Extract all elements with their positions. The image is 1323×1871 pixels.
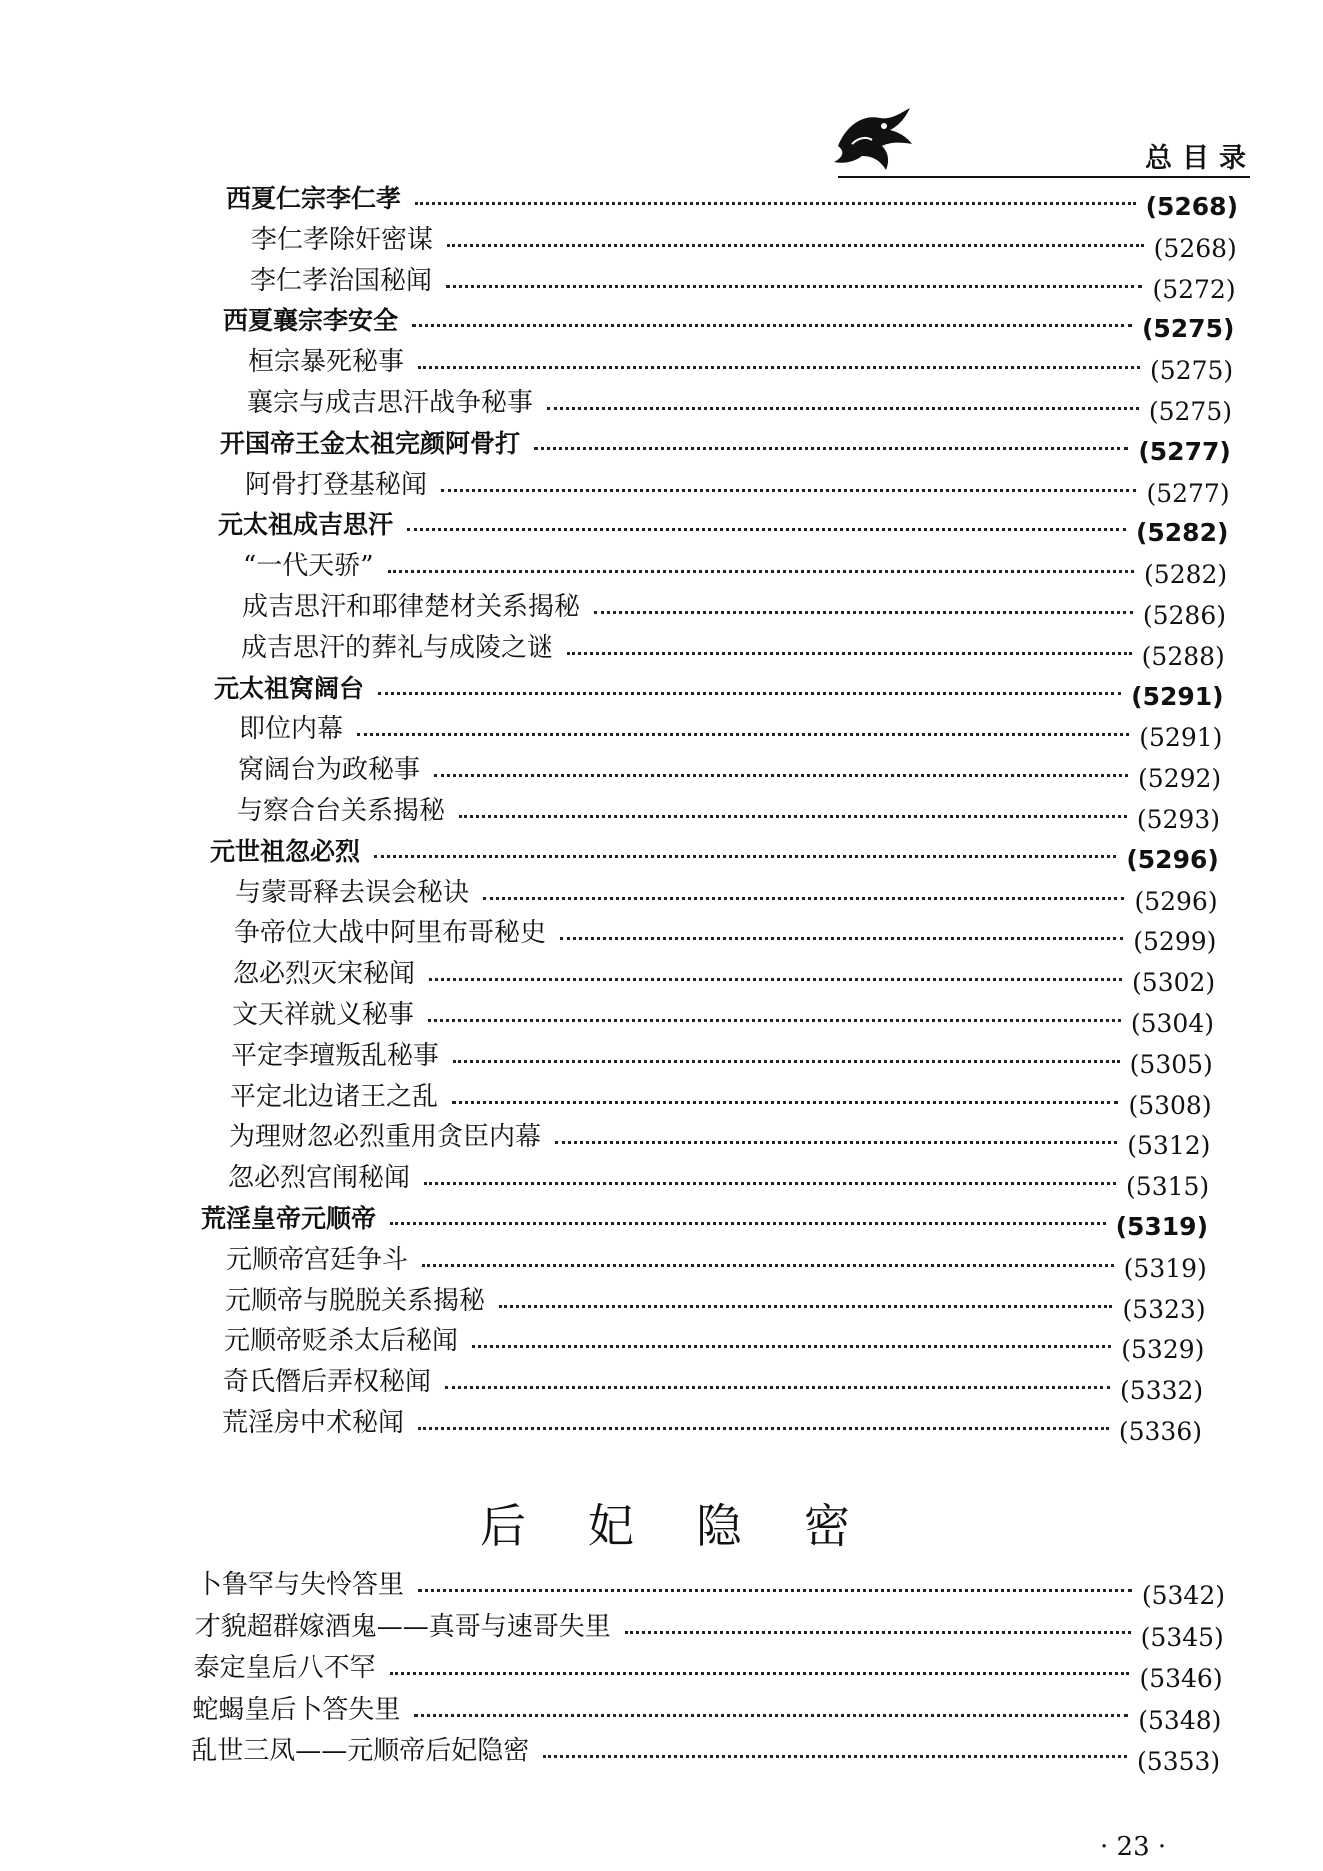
toc-entry[interactable]: [238, 755, 1222, 794]
section-title: 后妃隐密: [480, 1499, 912, 1553]
toc-entry[interactable]: [201, 1204, 1208, 1241]
entry-title: 李仁孝治国秘闻: [250, 265, 433, 296]
entry-title: 奇氏僭后弄权秘闻: [223, 1367, 432, 1398]
running-head: 总目录: [1145, 143, 1256, 174]
entry-page: (5277): [1138, 436, 1231, 466]
dot-leader: [424, 1182, 1116, 1185]
entry-title: 为理财忽必烈重用贪臣内幕: [229, 1122, 542, 1153]
toc-entry[interactable]: [247, 388, 1232, 426]
entry-page: (5302): [1132, 968, 1216, 998]
entry-page: (5329): [1121, 1335, 1205, 1365]
dot-leader: [453, 1060, 1120, 1063]
entry-page: (5268): [1145, 192, 1238, 221]
dot-leader: [418, 1427, 1109, 1430]
toc-entry[interactable]: [251, 224, 1237, 263]
entry-title: 忽必烈宫闱秘闻: [228, 1163, 411, 1194]
entry-page: (5286): [1142, 601, 1226, 630]
dot-leader: [412, 324, 1132, 327]
entry-title: 与察合台关系揭秘: [237, 796, 446, 826]
toc-entry[interactable]: [194, 1611, 1224, 1652]
entry-page: (5292): [1138, 764, 1222, 794]
entry-title: 桓宗暴死秘事: [248, 347, 405, 378]
dot-leader: [415, 202, 1136, 205]
toc-entry[interactable]: [237, 796, 1220, 834]
entry-page: (5308): [1128, 1090, 1212, 1120]
toc-entry[interactable]: [223, 1367, 1204, 1406]
entry-title: 争帝位大战中阿里布哥秘史: [234, 918, 547, 949]
entry-page: (5319): [1115, 1212, 1208, 1241]
entry-page: (5353): [1137, 1747, 1221, 1776]
toc-entry[interactable]: [214, 673, 1224, 711]
toc-entry[interactable]: [196, 1570, 1225, 1610]
entry-page: (5275): [1141, 314, 1235, 344]
dot-leader: [472, 1345, 1111, 1348]
entry-page: (5293): [1136, 805, 1220, 834]
toc-entry[interactable]: [226, 1244, 1207, 1283]
dot-leader: [390, 1672, 1130, 1675]
toc-entry[interactable]: [233, 959, 1216, 998]
entry-title: 才貌超群嫁酒鬼——真哥与速哥失里: [194, 1611, 611, 1642]
entry-page: (5345): [1140, 1622, 1224, 1652]
dot-leader: [441, 489, 1136, 492]
entry-title: 卜鲁罕与失怜答里: [196, 1570, 405, 1600]
entry-page: (5299): [1133, 927, 1217, 957]
entry-page: (5342): [1141, 1581, 1225, 1610]
entry-page: (5296): [1134, 886, 1218, 916]
entry-title: 成吉思汗的葬礼与成陵之谜: [241, 632, 554, 663]
page-number: · 23 ·: [1100, 1832, 1167, 1862]
entry-title: 荒淫房中术秘闻: [222, 1408, 405, 1438]
dot-leader: [483, 897, 1124, 900]
header-rule: [838, 176, 1250, 178]
entry-page: (5277): [1146, 478, 1230, 508]
toc-entry[interactable]: [226, 184, 1238, 221]
entry-title: 乱世三凤——元顺帝后妃隐密: [191, 1736, 530, 1766]
dot-leader: [567, 652, 1132, 655]
toc-entry[interactable]: [210, 836, 1219, 874]
toc-entry[interactable]: [239, 714, 1223, 753]
entry-page: (5332): [1120, 1376, 1204, 1406]
dot-leader: [547, 407, 1139, 410]
entry-page: (5275): [1148, 397, 1232, 426]
dot-leader: [374, 855, 1116, 858]
toc-entry[interactable]: [241, 632, 1225, 671]
entry-title: 西夏襄宗李安全: [223, 306, 399, 336]
dot-leader: [445, 1386, 1110, 1389]
entry-page: (5291): [1139, 723, 1223, 753]
toc-entry[interactable]: [250, 265, 1236, 304]
entry-page: (5275): [1150, 356, 1234, 386]
entry-title: 平定李璮叛乱秘事: [231, 1040, 440, 1071]
entry-title: 阿骨打登基秘闻: [245, 469, 428, 500]
entry-title: 成吉思汗和耶律楚材关系揭秘: [242, 592, 581, 622]
entry-title: 蛇蝎皇后卜答失里: [192, 1694, 401, 1725]
entry-title: 西夏仁宗李仁孝: [226, 184, 402, 213]
dot-leader: [428, 1019, 1121, 1022]
toc-entry[interactable]: [245, 469, 1230, 508]
entry-page: (5304): [1130, 1009, 1214, 1038]
dot-leader: [452, 1101, 1118, 1104]
toc-entry[interactable]: [228, 1163, 1210, 1202]
dot-leader: [560, 937, 1123, 940]
entry-title: 平定北边诸王之乱: [230, 1081, 439, 1112]
entry-title: 与蒙哥释去误会秘诀: [235, 877, 470, 908]
entry-page: (5315): [1126, 1172, 1210, 1202]
toc-entry[interactable]: [193, 1653, 1223, 1693]
entry-title: 开国帝王金太祖完颜阿骨打: [220, 428, 521, 458]
entry-page: (5282): [1144, 560, 1228, 590]
dot-leader: [459, 815, 1127, 818]
dot-leader: [555, 1141, 1117, 1144]
entry-title: 元顺帝与脱脱关系揭秘: [225, 1285, 486, 1316]
entry-title: 窝阔台为政秘事: [238, 755, 421, 786]
toc-entry[interactable]: [235, 877, 1218, 916]
dot-leader: [543, 1755, 1127, 1758]
entry-page: (5346): [1139, 1664, 1223, 1693]
toc-entry[interactable]: [220, 428, 1231, 466]
entry-page: (5312): [1127, 1131, 1211, 1161]
entry-page: (5291): [1131, 681, 1224, 711]
dot-leader: [378, 692, 1121, 695]
entry-title: 荒淫皇帝元顺帝: [201, 1204, 377, 1233]
toc-entry[interactable]: [231, 1040, 1213, 1079]
dot-leader: [446, 285, 1142, 288]
dot-leader: [594, 611, 1133, 614]
entry-page: (5296): [1126, 844, 1219, 874]
dot-leader: [625, 1631, 1131, 1634]
entry-page: (5319): [1123, 1253, 1207, 1283]
toc-entry[interactable]: [223, 306, 1235, 344]
dot-leader: [429, 978, 1122, 981]
dot-leader: [390, 1222, 1106, 1225]
toc-entry[interactable]: [230, 1081, 1212, 1120]
entry-page: (5336): [1118, 1417, 1202, 1446]
toc-entry[interactable]: [248, 347, 1234, 386]
entry-page: (5268): [1153, 233, 1237, 263]
entry-page: (5282): [1135, 518, 1229, 548]
toc-entry[interactable]: [232, 1000, 1214, 1038]
entry-page: (5288): [1141, 641, 1225, 671]
entry-title: 元顺帝宫廷争斗: [226, 1244, 409, 1275]
dot-leader: [434, 774, 1128, 777]
dot-leader: [418, 366, 1140, 369]
entry-title: 文天祥就义秘事: [232, 1000, 415, 1030]
toc-entry[interactable]: [191, 1736, 1221, 1776]
entry-page: (5305): [1129, 1049, 1213, 1079]
dot-leader: [499, 1305, 1112, 1308]
toc-entry[interactable]: [242, 592, 1226, 630]
dot-leader: [447, 244, 1144, 247]
entry-title: 即位内幕: [239, 714, 344, 745]
entry-title: 李仁孝除奸密谋: [251, 224, 434, 255]
toc-entry[interactable]: [229, 1122, 1211, 1161]
dot-leader: [388, 570, 1134, 573]
entry-title: 元太祖成吉思汗: [218, 510, 394, 540]
toc-entry[interactable]: [234, 918, 1217, 957]
toc-entry[interactable]: [224, 1326, 1205, 1365]
toc-entry[interactable]: [243, 551, 1228, 590]
dragon-emblem-icon: [832, 106, 914, 172]
entry-title: “一代天骄”: [243, 551, 374, 582]
entry-title: 元世祖忽必烈: [210, 836, 361, 866]
dot-leader: [422, 1264, 1114, 1267]
toc-entry[interactable]: [218, 510, 1229, 548]
entry-title: 泰定皇后八不罕: [193, 1653, 376, 1683]
dot-leader: [414, 1714, 1128, 1717]
toc-entry[interactable]: [225, 1285, 1206, 1324]
dot-leader: [407, 528, 1126, 531]
entry-page: (5272): [1152, 274, 1236, 304]
dot-leader: [418, 1589, 1132, 1592]
dot-leader: [534, 447, 1128, 450]
entry-title: 元顺帝贬杀太后秘闻: [224, 1326, 459, 1357]
toc-entry[interactable]: [192, 1694, 1222, 1735]
entry-title: 忽必烈灭宋秘闻: [233, 959, 416, 990]
toc-entry[interactable]: [222, 1408, 1202, 1446]
entry-title: 襄宗与成吉思汗战争秘事: [247, 388, 534, 418]
entry-page: (5323): [1122, 1294, 1206, 1324]
entry-title: 元太祖窝阔台: [214, 673, 365, 703]
dot-leader: [357, 733, 1129, 736]
entry-page: (5348): [1138, 1705, 1222, 1735]
